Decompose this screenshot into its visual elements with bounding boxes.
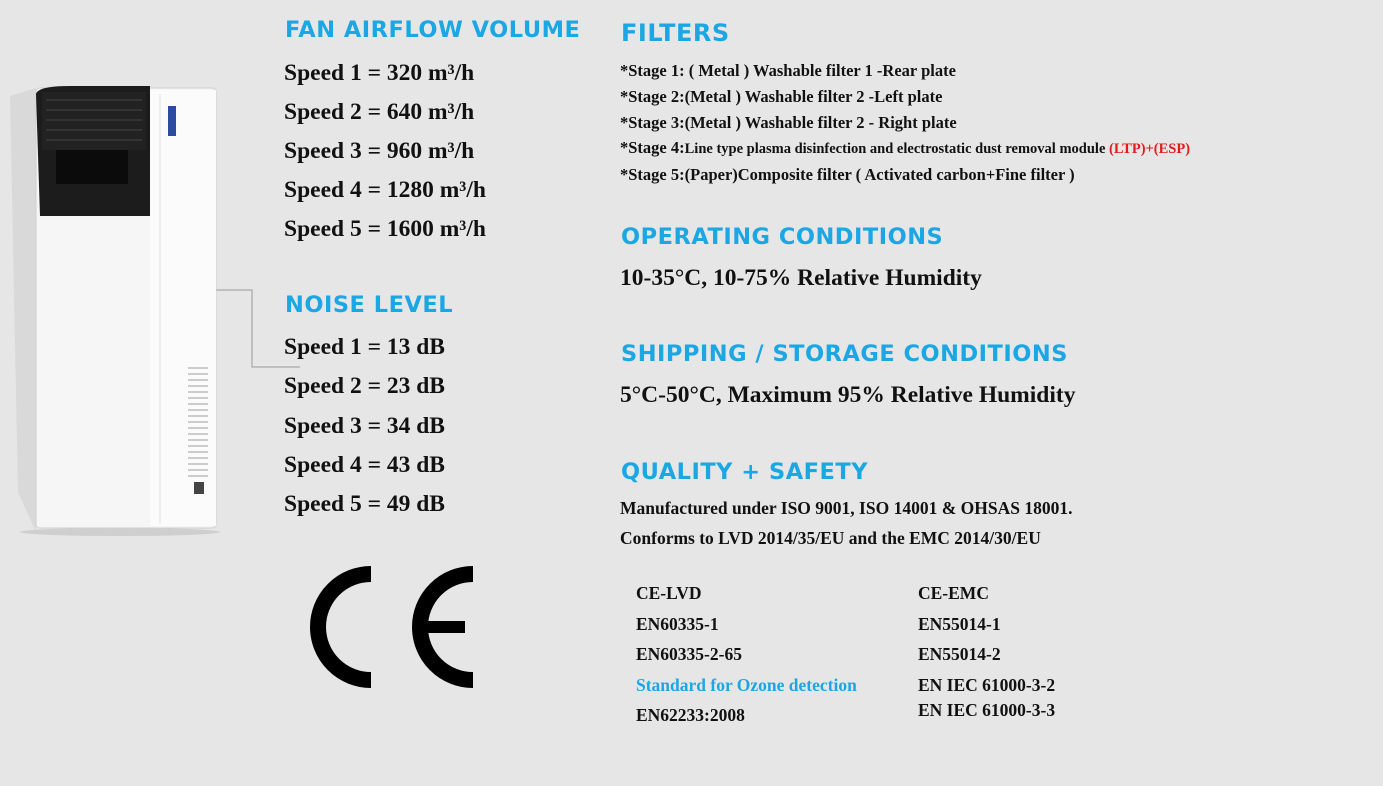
list-item: Speed 2 = 640 m³/h <box>284 99 475 125</box>
shipping-storage-text: 5°C-50°C, Maximum 95% Relative Humidity <box>620 382 1076 408</box>
shipping-storage-heading: SHIPPING / STORAGE CONDITIONS <box>621 341 1068 367</box>
operating-conditions-text: 10-35°C, 10-75% Relative Humidity <box>620 265 982 291</box>
filter-stage-4-text: Line type plasma disinfection and electrostatic dust removal module <box>684 141 1110 157</box>
ozone-detection-label: Standard for Ozone detection <box>636 675 857 695</box>
list-item: Speed 4 = 43 dB <box>284 452 445 478</box>
filters-heading: FILTERS <box>621 19 730 47</box>
filter-stage-4-prefix: *Stage 4: <box>620 138 685 157</box>
filter-stage-1: *Stage 1: ( Metal ) Washable filter 1 -Rear plate <box>620 61 956 80</box>
list-item: Speed 5 = 1600 m³/h <box>284 216 486 242</box>
list-item: Speed 3 = 34 dB <box>284 413 445 439</box>
list-item: Speed 4 = 1280 m³/h <box>284 177 486 203</box>
filter-stage-2: *Stage 2:(Metal ) Washable filter 2 -Left plate <box>620 87 943 106</box>
filter-stage-4-highlight: (LTP)+(ESP) <box>1109 141 1191 157</box>
list-item: Speed 2 = 23 dB <box>284 373 445 399</box>
filter-stage-3: *Stage 3:(Metal ) Washable filter 2 - Right plate <box>620 113 957 132</box>
list-item: Speed 3 = 960 m³/h <box>284 138 475 164</box>
fan-airflow-heading: FAN AIRFLOW VOLUME <box>285 17 581 43</box>
quality-line-2: Conforms to LVD 2014/35/EU and the EMC 2014/30/EU <box>620 528 1041 548</box>
operating-conditions-heading: OPERATING CONDITIONS <box>621 224 944 250</box>
standard-item: EN55014-1 <box>918 614 1001 634</box>
standard-ce-emc: CE-EMC <box>918 583 989 603</box>
standard-item: EN55014-2 <box>918 644 1001 664</box>
list-item: Speed 1 = 320 m³/h <box>284 60 475 86</box>
filter-stage-4 <box>620 140 1190 157</box>
standard-item: EN IEC 61000-3-2 <box>918 675 1056 695</box>
standard-item: EN60335-1 <box>636 614 719 634</box>
air-purifier-image <box>0 80 300 540</box>
noise-level-heading: NOISE LEVEL <box>285 292 454 318</box>
quality-safety-heading: QUALITY + SAFETY <box>621 459 868 485</box>
quality-line-1: Manufactured under ISO 9001, ISO 14001 & OHSAS 18001. <box>620 498 1073 518</box>
filter-stage-5: *Stage 5:(Paper)Composite filter ( Activated carbon+Fine filter ) <box>620 165 1075 184</box>
list-item: Speed 5 = 49 dB <box>284 491 445 517</box>
standard-item: EN60335-2-65 <box>636 644 742 664</box>
list-item: Speed 1 = 13 dB <box>284 334 445 360</box>
ce-mark-logo <box>305 564 485 690</box>
standard-item: EN62233:2008 <box>636 705 745 725</box>
standard-ce-lvd: CE-LVD <box>636 583 702 603</box>
standard-item: EN IEC 61000-3-3 <box>918 700 1056 720</box>
